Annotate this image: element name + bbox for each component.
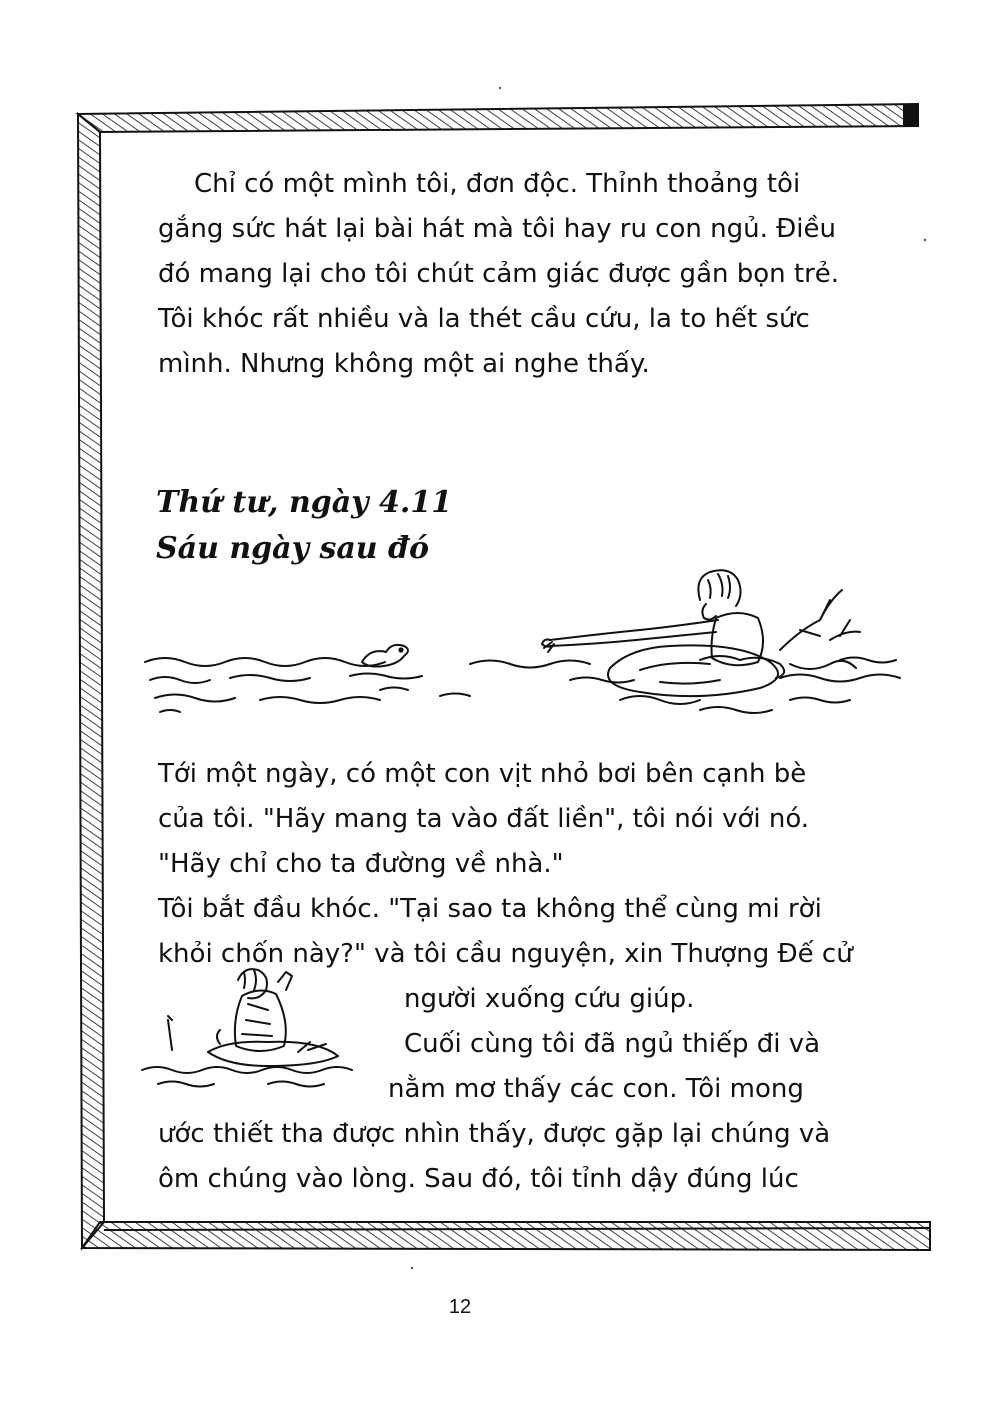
text-line: khỏi chốn này?" và tôi cầu nguyện, xin Thượng Đế cử (158, 939, 853, 969)
text-line: người xuống cứu giúp. (404, 984, 695, 1014)
text-line: nằm mơ thấy các con. Tôi mong (388, 1074, 804, 1104)
text-line: ôm chúng vào lòng. Sau đó, tôi tỉnh dậy đúng lúc (158, 1164, 799, 1194)
heading-subtitle: Sáu ngày sau đó (156, 531, 430, 566)
paragraph-4 (158, 1112, 830, 1202)
text-line: Tôi khóc rất nhiều và la thét cầu cứu, la to hết sức (158, 304, 810, 334)
text-line: mình. Nhưng không một ai nghe thấy. (158, 349, 650, 379)
woman-on-raft-with-duck-illustration (140, 560, 920, 730)
praying-woman-on-rock-illustration (138, 960, 388, 1090)
heading-date: Thứ tư, ngày 4.11 (156, 485, 453, 520)
text-line: Tới một ngày, có một con vịt nhỏ bơi bên cạnh bè (158, 759, 807, 789)
text-line: "Hãy chỉ cho ta đường về nhà." (158, 849, 564, 879)
text-line: đó mang lại cho tôi chút cảm giác được gần bọn trẻ. (158, 259, 840, 289)
text-line: của tôi. "Hãy mang ta vào đất liền", tôi nói với nó. (158, 804, 810, 834)
text-line: Cuối cùng tôi đã ngủ thiếp đi và (404, 1029, 821, 1059)
paragraph-2 (158, 752, 853, 977)
text-line: Chỉ có một mình tôi, đơn độc. Thỉnh thoảng tôi (194, 169, 801, 199)
text-line: ước thiết tha được nhìn thấy, được gặp lại chúng và (158, 1119, 831, 1149)
page-number: 12 (448, 1296, 472, 1318)
text-line: gắng sức hát lại bài hát mà tôi hay ru con ngủ. Điều (158, 214, 836, 244)
paragraph-1 (158, 162, 839, 387)
text-line: Tôi bắt đầu khóc. "Tại sao ta không thể cùng mi rời (158, 894, 822, 924)
paragraph-3 (388, 977, 821, 1112)
diary-date-heading (156, 480, 452, 572)
